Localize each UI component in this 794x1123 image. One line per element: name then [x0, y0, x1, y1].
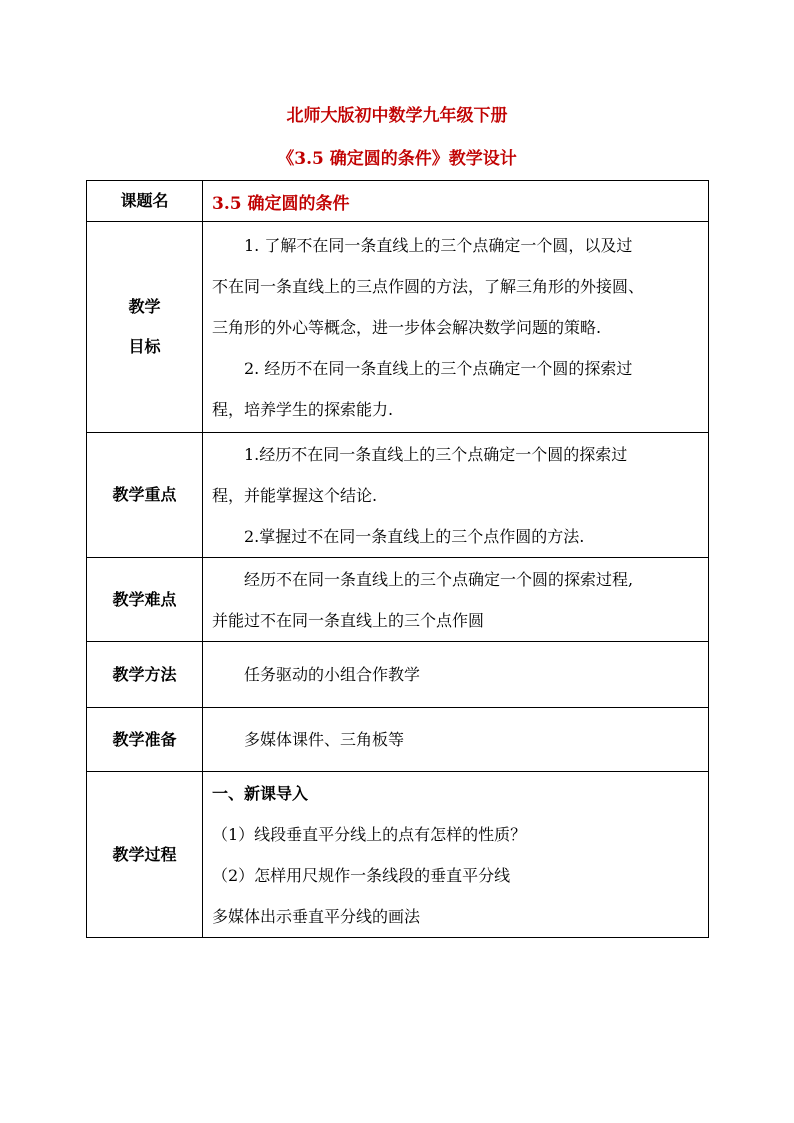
objectives-line: 1. 了解不在同一条直线上的三个点确定一个圆，以及过: [244, 235, 633, 255]
lesson-plan-table: [86, 180, 709, 938]
objectives-label: [87, 222, 203, 433]
difficulties-cell: [203, 558, 709, 642]
preparation-value: 多媒体课件、三角板等: [244, 730, 405, 749]
key-points-cell: [203, 433, 709, 558]
process-label: 教学过程: [87, 772, 203, 938]
topic-label: 课题名: [87, 181, 203, 222]
table-row-methods: [87, 642, 709, 708]
objectives-label-line2: 目标: [128, 337, 161, 356]
preparation-label: 教学准备: [87, 708, 203, 772]
process-line: 多媒体出示垂直平分线的画法: [212, 906, 421, 926]
key-points-line: 2.掌握过不在同一条直线上的三个点作圆的方法.: [244, 526, 585, 546]
methods-value: 任务驱动的小组合作教学: [244, 665, 421, 684]
table-row-preparation: [87, 708, 709, 772]
objectives-line: 程，培养学生的探索能力.: [212, 399, 394, 419]
document-title: 北师大版初中数学九年级下册: [286, 106, 508, 126]
methods-cell: [203, 642, 709, 708]
key-points-label: 教学重点: [87, 433, 203, 558]
difficulties-line: 经历不在同一条直线上的三个点确定一个圆的探索过程,: [244, 569, 634, 589]
process-cell: [203, 772, 709, 938]
table-row-key-points: [87, 433, 709, 558]
process-heading: 一、新课导入: [212, 783, 309, 803]
objectives-cell: [203, 222, 709, 433]
topic-value: 3.5 确定圆的条件: [212, 193, 350, 214]
objectives-line: 不在同一条直线上的三点作圆的方法，了解三角形的外接圆、: [212, 276, 645, 296]
difficulties-label: 教学难点: [87, 558, 203, 642]
key-points-line: 程，并能掌握这个结论.: [212, 485, 378, 505]
table-row-difficulties: [87, 558, 709, 642]
process-line: （1）线段垂直平分线上的点有怎样的性质？: [212, 824, 527, 844]
preparation-cell: [203, 708, 709, 772]
table-row-process: [87, 772, 709, 938]
topic-cell: [203, 181, 709, 222]
objectives-label-line1: 教学: [128, 297, 161, 316]
process-line: （2）怎样用尺规作一条线段的垂直平分线: [212, 865, 511, 885]
table-row-objectives: [87, 222, 709, 433]
document-subtitle: 《3.5 确定圆的条件》教学设计: [277, 149, 517, 169]
key-points-line: 1.经历不在同一条直线上的三个点确定一个圆的探索过: [244, 444, 628, 464]
table-row-topic: [87, 181, 709, 222]
objectives-line: 2. 经历不在同一条直线上的三个点确定一个圆的探索过: [244, 358, 633, 378]
difficulties-line: 并能过不在同一条直线上的三个点作圆: [212, 610, 485, 630]
methods-label: 教学方法: [87, 642, 203, 708]
objectives-line: 三角形的外心等概念，进一步体会解决数学问题的策略.: [212, 317, 602, 337]
